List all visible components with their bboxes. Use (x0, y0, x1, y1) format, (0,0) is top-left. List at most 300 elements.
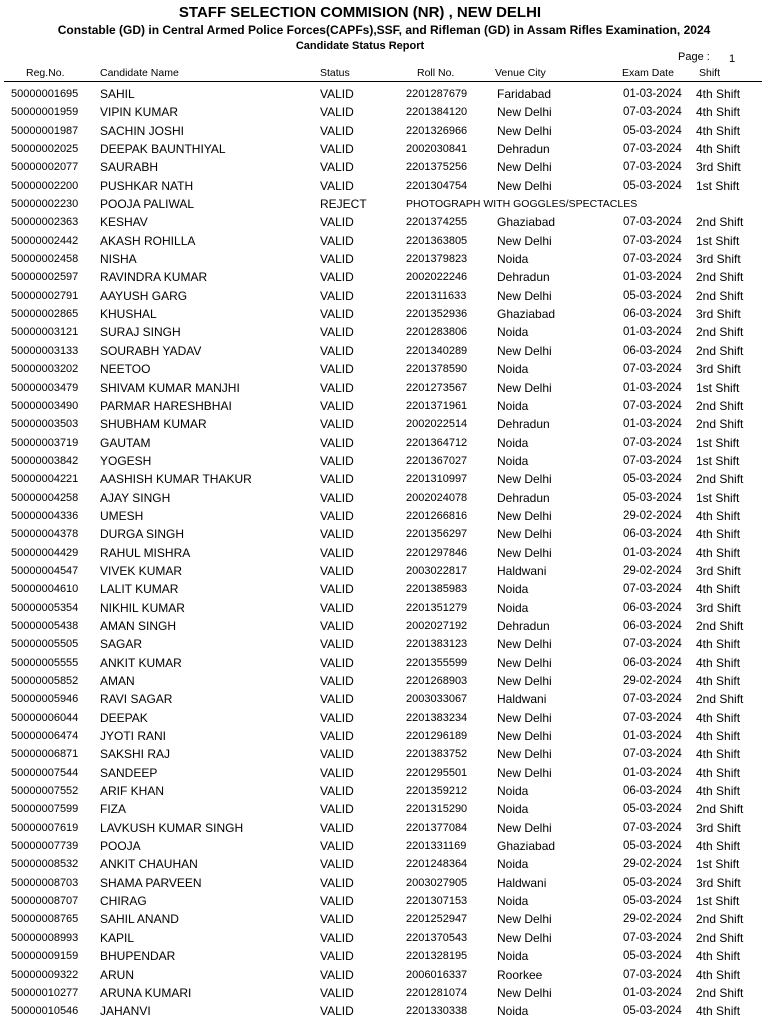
cell-exam-date: 29-02-2024 (623, 509, 682, 522)
cell-reg-no: 50000002025 (11, 143, 79, 156)
cell-candidate-name: JAHANVI (100, 1004, 151, 1019)
cell-venue-city: New Delhi (497, 178, 552, 193)
cell-candidate-name: RAVINDRA KUMAR (100, 270, 208, 285)
cell-venue-city: New Delhi (497, 820, 552, 835)
cell-venue-city: New Delhi (497, 380, 552, 395)
cell-exam-date: 07-03-2024 (623, 711, 682, 724)
report-name: Candidate Status Report (295, 40, 425, 52)
cell-status: VALID (320, 233, 354, 248)
cell-exam-date: 07-03-2024 (623, 931, 682, 944)
cell-candidate-name: ANKIT CHAUHAN (100, 857, 198, 872)
cell-reg-no: 50000007552 (11, 785, 79, 798)
cell-roll-no: 2201248364 (406, 858, 468, 871)
cell-shift: 4th Shift (696, 967, 741, 982)
cell-exam-date: 06-03-2024 (623, 619, 682, 632)
cell-candidate-name: SAHIL ANAND (100, 912, 179, 927)
cell-shift: 3rd Shift (696, 252, 741, 267)
cell-reg-no: 50000009159 (11, 950, 79, 963)
cell-reg-no: 50000003503 (11, 418, 79, 431)
cell-remark: PHOTOGRAPH WITH GOGGLES/SPECTACLES (406, 198, 638, 211)
cell-exam-date: 05-03-2024 (623, 473, 682, 486)
table-row (0, 360, 768, 378)
cell-status: VALID (320, 307, 354, 322)
table-row (0, 470, 768, 488)
cell-reg-no: 50000003719 (11, 436, 79, 449)
cell-reg-no: 50000004610 (11, 583, 79, 596)
cell-venue-city: Dehradun (497, 417, 550, 432)
cell-reg-no: 50000005354 (11, 601, 79, 614)
cell-reg-no: 50000003133 (11, 344, 79, 357)
cell-exam-date: 06-03-2024 (623, 528, 682, 541)
cell-exam-date: 05-03-2024 (623, 491, 682, 504)
cell-roll-no: 2201328195 (406, 950, 468, 963)
cell-reg-no: 50000008532 (11, 858, 79, 871)
cell-status: VALID (320, 967, 354, 982)
cell-reg-no: 50000004221 (11, 473, 79, 486)
cell-reg-no: 50000007739 (11, 840, 79, 853)
cell-shift: 2nd Shift (696, 398, 744, 413)
cell-exam-date: 29-02-2024 (623, 913, 682, 926)
cell-status: VALID (320, 398, 354, 413)
cell-venue-city: New Delhi (497, 637, 552, 652)
cell-venue-city: Noida (497, 435, 529, 450)
cell-venue-city: New Delhi (497, 343, 552, 358)
table-row (0, 140, 768, 158)
cell-roll-no: 2201283806 (406, 326, 468, 339)
table-row (0, 305, 768, 323)
cell-shift: 2nd Shift (696, 215, 744, 230)
cell-shift: 1st Shift (696, 178, 740, 193)
cell-exam-date: 01-03-2024 (623, 326, 682, 339)
cell-candidate-name: SAURABH (100, 160, 159, 175)
cell-reg-no: 50000002363 (11, 216, 79, 229)
cell-roll-no: 2201375256 (406, 161, 468, 174)
cell-shift: 3rd Shift (696, 563, 741, 578)
cell-reg-no: 50000009322 (11, 968, 79, 981)
cell-exam-date: 07-03-2024 (623, 454, 682, 467)
cell-roll-no: 2201384120 (406, 106, 468, 119)
cell-exam-date: 07-03-2024 (623, 253, 682, 266)
cell-candidate-name: ARUN (100, 967, 135, 982)
cell-shift: 4th Shift (696, 582, 741, 597)
cell-candidate-name: VIVEK KUMAR (100, 563, 183, 578)
cell-roll-no: 2201359212 (406, 785, 468, 798)
cell-roll-no: 2201273567 (406, 381, 468, 394)
cell-venue-city: New Delhi (497, 985, 552, 1000)
cell-roll-no: 2201326966 (406, 124, 468, 137)
cell-status: VALID (320, 765, 354, 780)
cell-venue-city: New Delhi (497, 508, 552, 523)
cell-status: VALID (320, 527, 354, 542)
cell-shift: 4th Shift (696, 1004, 741, 1019)
cell-roll-no: 2201378590 (406, 363, 468, 376)
cell-exam-date: 01-03-2024 (623, 766, 682, 779)
table-row (0, 727, 768, 745)
exam-subtitle: Constable (GD) in Central Armed Police Forces(CAPFs),SSF, and Rifleman (GD) in Assam Rifles Examination, 2024 (57, 23, 711, 37)
cell-reg-no: 50000004547 (11, 564, 79, 577)
cell-status: VALID (320, 802, 354, 817)
cell-candidate-name: SHAMA PARVEEN (100, 875, 202, 890)
cell-status: VALID (320, 839, 354, 854)
cell-candidate-name: SAGAR (100, 637, 143, 652)
cell-venue-city: Dehradun (497, 270, 550, 285)
cell-status: VALID (320, 435, 354, 450)
table-row (0, 507, 768, 525)
cell-candidate-name: KHUSHAL (100, 307, 157, 322)
cell-shift: 4th Shift (696, 839, 741, 854)
cell-candidate-name: ANKIT KUMAR (100, 655, 182, 670)
cell-candidate-name: ARUNA KUMARI (100, 985, 192, 1000)
cell-status: VALID (320, 343, 354, 358)
table-row (0, 525, 768, 543)
cell-reg-no: 50000006044 (11, 711, 79, 724)
cell-roll-no: 2002022246 (406, 271, 468, 284)
table-row (0, 232, 768, 250)
cell-candidate-name: SAHIL (100, 87, 135, 101)
cell-venue-city: Noida (497, 949, 529, 964)
header-divider (4, 81, 762, 82)
cell-reg-no: 50000003842 (11, 454, 79, 467)
table-row (0, 1002, 768, 1020)
cell-candidate-name: PUSHKAR NATH (100, 178, 194, 193)
cell-candidate-name: SURAJ SINGH (100, 325, 181, 340)
cell-exam-date: 01-03-2024 (623, 381, 682, 394)
cell-shift: 4th Shift (696, 655, 741, 670)
cell-exam-date: 29-02-2024 (623, 858, 682, 871)
cell-shift: 2nd Shift (696, 618, 744, 633)
cell-shift: 3rd Shift (696, 307, 741, 322)
table-row (0, 966, 768, 984)
cell-venue-city: Ghaziabad (497, 307, 556, 322)
cell-shift: 1st Shift (696, 857, 740, 872)
cell-candidate-name: ARIF KHAN (100, 784, 165, 799)
cell-status: VALID (320, 930, 354, 945)
cell-status: VALID (320, 123, 354, 138)
cell-candidate-name: AKASH ROHILLA (100, 233, 196, 248)
cell-status: VALID (320, 453, 354, 468)
cell-shift: 1st Shift (696, 490, 740, 505)
cell-venue-city: New Delhi (497, 674, 552, 688)
table-row (0, 782, 768, 800)
cell-roll-no: 2201383123 (406, 638, 468, 651)
cell-status: VALID (320, 325, 354, 340)
cell-status: VALID (320, 729, 354, 744)
cell-roll-no: 2003027905 (406, 876, 468, 889)
cell-status: VALID (320, 270, 354, 285)
cell-status: VALID (320, 472, 354, 487)
table-row (0, 323, 768, 341)
cell-reg-no: 50000004336 (11, 509, 79, 522)
cell-candidate-name: AMAN (100, 674, 135, 688)
cell-shift: 2nd Shift (696, 343, 744, 358)
cell-candidate-name: NEETOO (100, 362, 151, 377)
cell-exam-date: 01-03-2024 (623, 730, 682, 743)
cell-shift: 4th Shift (696, 637, 741, 652)
table-row (0, 837, 768, 855)
cell-reg-no: 50000003490 (11, 399, 79, 412)
table-row (0, 764, 768, 782)
table-row (0, 177, 768, 195)
cell-roll-no: 2201371961 (406, 399, 468, 412)
cell-reg-no: 50000007599 (11, 803, 79, 816)
table-row (0, 434, 768, 452)
cell-exam-date: 07-03-2024 (623, 161, 682, 174)
cell-roll-no: 2006016337 (406, 968, 468, 981)
cell-candidate-name: SACHIN JOSHI (100, 123, 185, 138)
cell-roll-no: 2002024078 (406, 491, 468, 504)
cell-exam-date: 05-03-2024 (623, 895, 682, 908)
cell-exam-date: 05-03-2024 (623, 840, 682, 853)
cell-exam-date: 07-03-2024 (623, 436, 682, 449)
cell-shift: 4th Shift (696, 747, 741, 762)
cell-reg-no: 50000005505 (11, 638, 79, 651)
column-header-reg-no: Reg.No. (26, 67, 65, 79)
cell-status: VALID (320, 178, 354, 193)
cell-shift: 4th Shift (696, 508, 741, 523)
cell-exam-date: 05-03-2024 (623, 876, 682, 889)
cell-exam-date: 07-03-2024 (623, 234, 682, 247)
table-row (0, 874, 768, 892)
cell-exam-date: 05-03-2024 (623, 124, 682, 137)
cell-exam-date: 07-03-2024 (623, 583, 682, 596)
cell-venue-city: New Delhi (497, 930, 552, 945)
cell-reg-no: 50000004429 (11, 546, 79, 559)
cell-status: VALID (320, 1004, 354, 1019)
cell-venue-city: Dehradun (497, 618, 550, 633)
table-row (0, 452, 768, 470)
cell-candidate-name: UMESH (100, 508, 144, 523)
cell-roll-no: 2201266816 (406, 509, 468, 522)
cell-roll-no: 2003033067 (406, 693, 468, 706)
cell-venue-city: Noida (497, 600, 529, 615)
cell-reg-no: 50000003202 (11, 363, 79, 376)
cell-roll-no: 2002027192 (406, 619, 468, 632)
cell-status: VALID (320, 417, 354, 432)
cell-shift: 4th Shift (696, 87, 741, 101)
cell-candidate-name: SHIVAM KUMAR MANJHI (100, 380, 240, 395)
cell-venue-city: New Delhi (497, 765, 552, 780)
cell-reg-no: 50000008765 (11, 913, 79, 926)
cell-candidate-name: AMAN SINGH (100, 618, 177, 633)
cell-shift: 2nd Shift (696, 912, 744, 927)
cell-roll-no: 2201307153 (406, 895, 468, 908)
cell-exam-date: 06-03-2024 (623, 656, 682, 669)
cell-reg-no: 50000005946 (11, 693, 79, 706)
cell-venue-city: New Delhi (497, 545, 552, 560)
page-title: STAFF SELECTION COMMISION (NR) , NEW DELHI (178, 4, 542, 21)
cell-shift: 4th Shift (696, 105, 741, 120)
cell-shift: 4th Shift (696, 123, 741, 138)
cell-reg-no: 50000001987 (11, 124, 79, 137)
cell-venue-city: Ghaziabad (497, 839, 556, 854)
cell-venue-city: New Delhi (497, 527, 552, 542)
cell-shift: 2nd Shift (696, 472, 744, 487)
cell-reg-no: 50000002200 (11, 179, 79, 192)
cell-venue-city: Ghaziabad (497, 215, 556, 230)
cell-exam-date: 01-03-2024 (623, 986, 682, 999)
cell-exam-date: 07-03-2024 (623, 821, 682, 834)
cell-shift: 4th Shift (696, 527, 741, 542)
cell-candidate-name: PARMAR HARESHBHAI (100, 398, 232, 413)
column-header-roll-no: Roll No. (417, 67, 455, 79)
cell-exam-date: 07-03-2024 (623, 106, 682, 119)
cell-venue-city: Faridabad (497, 87, 552, 101)
cell-status: VALID (320, 87, 354, 101)
cell-roll-no: 2201356297 (406, 528, 468, 541)
cell-reg-no: 50000005438 (11, 619, 79, 632)
cell-reg-no: 50000006871 (11, 748, 79, 761)
cell-venue-city: Dehradun (497, 142, 550, 157)
table-row (0, 103, 768, 121)
cell-roll-no: 2201374255 (406, 216, 468, 229)
cell-status: VALID (320, 820, 354, 835)
cell-roll-no: 2201311633 (406, 289, 467, 302)
cell-reg-no: 50000002458 (11, 253, 79, 266)
cell-venue-city: New Delhi (497, 655, 552, 670)
cell-venue-city: Noida (497, 802, 529, 817)
table-row (0, 268, 768, 286)
cell-roll-no: 2002030841 (406, 143, 468, 156)
cell-reg-no: 50000007619 (11, 821, 79, 834)
cell-exam-date: 29-02-2024 (623, 675, 682, 687)
cell-candidate-name: POOJA PALIWAL (100, 197, 195, 212)
cell-shift: 1st Shift (696, 435, 740, 450)
cell-candidate-name: SAKSHI RAJ (100, 747, 171, 762)
cell-shift: 1st Shift (696, 380, 740, 395)
cell-roll-no: 2201310997 (406, 473, 468, 486)
cell-venue-city: New Delhi (497, 288, 552, 303)
cell-reg-no: 50000002791 (11, 289, 79, 302)
cell-reg-no: 50000001959 (11, 106, 79, 119)
cell-roll-no: 2201355599 (406, 656, 468, 669)
cell-exam-date: 06-03-2024 (623, 308, 682, 321)
cell-roll-no: 2201304754 (406, 179, 468, 192)
cell-candidate-name: AASHISH KUMAR THAKUR (100, 472, 252, 487)
cell-candidate-name: FIZA (100, 802, 126, 817)
cell-reg-no: 50000005555 (11, 656, 79, 669)
cell-candidate-name: YOGESH (100, 453, 152, 468)
table-row (0, 690, 768, 708)
cell-status: VALID (320, 655, 354, 670)
cell-exam-date: 07-03-2024 (623, 693, 682, 706)
cell-roll-no: 2201383234 (406, 711, 468, 724)
table-row (0, 654, 768, 672)
cell-exam-date: 01-03-2024 (623, 271, 682, 284)
cell-exam-date: 07-03-2024 (623, 968, 682, 981)
cell-exam-date: 07-03-2024 (623, 143, 682, 156)
cell-status: VALID (320, 912, 354, 927)
cell-venue-city: New Delhi (497, 710, 552, 725)
cell-reg-no: 50000003479 (11, 381, 79, 394)
column-header-venue-city: Venue City (495, 67, 546, 79)
table-row (0, 800, 768, 818)
cell-roll-no: 2201268903 (406, 675, 468, 687)
cell-venue-city: New Delhi (497, 747, 552, 762)
cell-status: VALID (320, 380, 354, 395)
cell-status: VALID (320, 600, 354, 615)
cell-shift: 4th Shift (696, 765, 741, 780)
cell-venue-city: New Delhi (497, 105, 552, 120)
table-row (0, 635, 768, 653)
table-row (0, 947, 768, 965)
page-number: 1 (729, 53, 736, 65)
cell-shift: 1st Shift (696, 894, 740, 909)
table-row (0, 85, 768, 103)
cell-reg-no: 50000002865 (11, 308, 79, 321)
cell-shift: 2nd Shift (696, 802, 744, 817)
cell-venue-city: Noida (497, 582, 529, 597)
table-row (0, 195, 768, 213)
cell-venue-city: Haldwani (497, 563, 547, 578)
cell-reg-no: 50000008707 (11, 895, 79, 908)
cell-venue-city: New Delhi (497, 160, 552, 175)
cell-roll-no: 2201385983 (406, 583, 468, 596)
cell-roll-no: 2002022514 (406, 418, 468, 431)
cell-exam-date: 07-03-2024 (623, 399, 682, 412)
cell-status: VALID (320, 490, 354, 505)
cell-status: VALID (320, 105, 354, 120)
cell-roll-no: 2201330338 (406, 1005, 468, 1018)
cell-venue-city: Noida (497, 325, 529, 340)
cell-venue-city: Noida (497, 453, 529, 468)
cell-reg-no: 50000002442 (11, 234, 79, 247)
cell-candidate-name: NIKHIL KUMAR (100, 600, 185, 615)
cell-roll-no: 2201351279 (406, 601, 468, 614)
cell-shift: 4th Shift (696, 729, 741, 744)
cell-status: VALID (320, 784, 354, 799)
table-header (0, 67, 768, 81)
cell-candidate-name: GAUTAM (100, 435, 151, 450)
table-row (0, 580, 768, 598)
cell-status: VALID (320, 142, 354, 157)
cell-status: VALID (320, 215, 354, 230)
cell-reg-no: 50000003121 (11, 326, 79, 339)
cell-shift: 2nd Shift (696, 930, 744, 945)
cell-venue-city: Noida (497, 784, 529, 799)
cell-shift: 4th Shift (696, 949, 741, 964)
cell-shift: 3rd Shift (696, 362, 741, 377)
cell-reg-no: 50000005852 (11, 675, 79, 687)
cell-status: VALID (320, 508, 354, 523)
cell-exam-date: 07-03-2024 (623, 638, 682, 651)
table-row (0, 287, 768, 305)
table-row (0, 213, 768, 231)
cell-reg-no: 50000008703 (11, 876, 79, 889)
cell-roll-no: 2201364712 (406, 436, 468, 449)
cell-exam-date: 05-03-2024 (623, 1005, 682, 1018)
cell-venue-city: Haldwani (497, 875, 547, 890)
cell-roll-no: 2201367027 (406, 454, 468, 467)
cell-shift: 1st Shift (696, 233, 740, 248)
cell-shift: 2nd Shift (696, 288, 744, 303)
cell-reg-no: 50000010277 (11, 986, 79, 999)
cell-exam-date: 07-03-2024 (623, 216, 682, 229)
cell-candidate-name: LALIT KUMAR (100, 582, 179, 597)
cell-reg-no: 50000004258 (11, 491, 79, 504)
cell-exam-date: 07-03-2024 (623, 363, 682, 376)
cell-exam-date: 05-03-2024 (623, 950, 682, 963)
cell-roll-no: 2201370543 (406, 931, 468, 944)
cell-exam-date: 06-03-2024 (623, 785, 682, 798)
cell-venue-city: Noida (497, 857, 529, 872)
cell-venue-city: Noida (497, 398, 529, 413)
cell-reg-no: 50000004378 (11, 528, 79, 541)
table-row (0, 379, 768, 397)
cell-venue-city: New Delhi (497, 472, 552, 487)
table-row (0, 709, 768, 727)
cell-candidate-name: DEEPAK (100, 710, 148, 725)
cell-candidate-name: DURGA SINGH (100, 527, 185, 542)
